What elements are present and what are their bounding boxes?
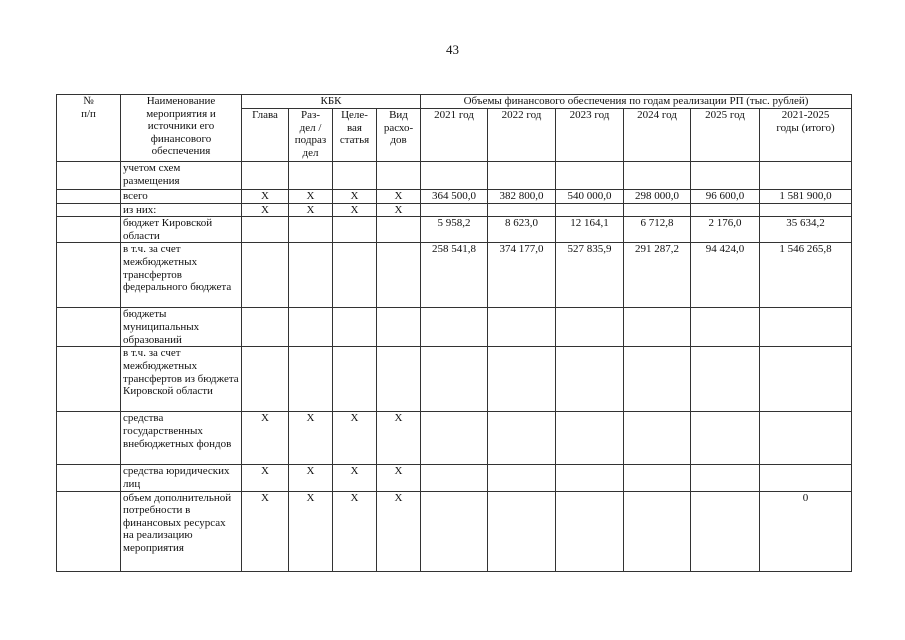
header-year-col [624,109,691,162]
row-value-cell [624,203,691,217]
row-kbk-cell: X [289,465,333,491]
row-kbk-cell: X [242,190,289,204]
header-volumes [421,95,852,109]
row-kbk-cell: X [377,412,421,465]
header-year-col [760,109,852,162]
row-value-cell [760,347,852,412]
header-kbk-col-label: Глава [252,109,278,121]
row-kbk-cell [333,308,377,347]
row-kbk-cell [333,243,377,308]
row-value-cell [421,491,488,571]
row-num-cell [57,190,121,204]
row-name-cell: в т.ч. за счет межбюджетных трансфертов из бюджета Кировской области [121,347,242,412]
row-value-cell [556,203,624,217]
row-value-cell [556,162,624,190]
row-value-cell: 8 623,0 [488,217,556,243]
row-value-cell [760,308,852,347]
row-kbk-cell: X [377,190,421,204]
row-name-cell: объем дополнительной потребности в финансовых ресурсах на реализацию мероприятия [121,491,242,571]
row-value-cell [691,308,760,347]
row-value-cell: 94 424,0 [691,243,760,308]
header-year-col [691,109,760,162]
row-value-cell [624,308,691,347]
header-year-label: 2022 год [501,109,542,121]
row-kbk-cell [242,162,289,190]
row-name-cell: средства юридических лиц [121,465,242,491]
row-kbk-cell: X [377,465,421,491]
table-row [57,243,852,308]
row-value-cell: 1 546 265,8 [760,243,852,308]
row-value-cell [556,465,624,491]
header-kbk-col-label: Раз- дел / подраз дел [294,109,327,159]
row-name-cell: средства государственных внебюджетных фондов [121,412,242,465]
row-kbk-cell [289,162,333,190]
row-kbk-cell [377,162,421,190]
header-volumes-text: Объемы финансового обеспечения по годам реализации РП (тыс. рублей) [463,95,809,107]
page-number: 43 [446,42,459,57]
row-kbk-cell: X [289,412,333,465]
row-value-cell [488,203,556,217]
row-name-cell: бюджет Кировской области [121,217,242,243]
row-name-cell: из них: [121,203,242,217]
row-value-cell: 298 000,0 [624,190,691,204]
header-year-col [488,109,556,162]
row-num-cell [57,217,121,243]
row-num-cell [57,465,121,491]
row-kbk-cell: X [289,203,333,217]
row-value-cell [691,162,760,190]
row-kbk-cell: X [333,203,377,217]
header-num [57,95,121,162]
header-year-label: 2021-2025 годы (итого) [776,109,835,134]
row-value-cell [421,412,488,465]
row-kbk-cell [377,308,421,347]
header-num-text: № п/п [81,95,96,120]
table-body [57,162,852,572]
row-name-cell: в т.ч. за счет межбюджетных трансфертов федерального бюджета [121,243,242,308]
row-kbk-cell: X [289,190,333,204]
header-year-label: 2025 год [705,109,745,121]
row-kbk-cell [289,347,333,412]
row-value-cell [624,491,691,571]
row-value-cell: 2 176,0 [691,217,760,243]
row-kbk-cell [377,347,421,412]
row-value-cell [421,203,488,217]
row-kbk-cell [333,162,377,190]
header-year-label: 2024 год [637,109,677,121]
row-kbk-cell [242,308,289,347]
header-kbk-text: КБК [320,95,342,107]
row-value-cell: 35 634,2 [760,217,852,243]
row-value-cell [691,491,760,571]
table-row [57,162,852,190]
row-value-cell [488,412,556,465]
row-num-cell [57,491,121,571]
row-kbk-cell [242,217,289,243]
header-kbk-col [289,109,333,162]
row-name-cell: бюджеты муниципальных образований [121,308,242,347]
row-kbk-cell [242,243,289,308]
header-kbk-col-label: Целе- вая статья [339,109,370,147]
row-value-cell: 364 500,0 [421,190,488,204]
row-kbk-cell [377,217,421,243]
row-value-cell: 291 287,2 [624,243,691,308]
table-row [57,465,852,491]
row-name-cell: учетом схем размещения [121,162,242,190]
header-year-col [556,109,624,162]
row-value-cell [691,347,760,412]
row-value-cell [624,347,691,412]
row-value-cell: 6 712,8 [624,217,691,243]
row-value-cell: 96 600,0 [691,190,760,204]
row-value-cell [421,308,488,347]
row-kbk-cell [289,217,333,243]
table-row [57,203,852,217]
row-num-cell [57,412,121,465]
row-value-cell [760,465,852,491]
header-name [121,95,242,162]
row-value-cell [488,347,556,412]
row-value-cell [624,412,691,465]
row-kbk-cell [333,347,377,412]
row-value-cell: 1 581 900,0 [760,190,852,204]
header-year-label: 2023 год [569,109,610,121]
header-row-1 [57,95,852,109]
row-value-cell: 382 800,0 [488,190,556,204]
row-num-cell [57,308,121,347]
row-kbk-cell: X [333,491,377,571]
row-value-cell [556,491,624,571]
row-value-cell [421,465,488,491]
row-value-cell [488,491,556,571]
row-kbk-cell [333,217,377,243]
row-kbk-cell [289,243,333,308]
header-year-col [421,109,488,162]
table-row [57,217,852,243]
row-value-cell [760,203,852,217]
row-value-cell [760,162,852,190]
row-value-cell [421,162,488,190]
header-kbk-col-label: Вид расхо- дов [383,109,414,147]
row-kbk-cell: X [377,203,421,217]
row-value-cell [556,347,624,412]
row-value-cell: 0 [760,491,852,571]
row-value-cell [691,412,760,465]
row-kbk-cell [242,347,289,412]
row-name-cell: всего [121,190,242,204]
table-row [57,491,852,571]
row-value-cell [421,347,488,412]
row-kbk-cell: X [242,465,289,491]
row-value-cell [760,412,852,465]
row-value-cell: 5 958,2 [421,217,488,243]
row-value-cell: 374 177,0 [488,243,556,308]
row-value-cell [556,308,624,347]
row-kbk-cell: X [289,491,333,571]
row-value-cell: 258 541,8 [421,243,488,308]
table-row [57,347,852,412]
row-kbk-cell: X [242,491,289,571]
row-value-cell [624,465,691,491]
row-value-cell: 540 000,0 [556,190,624,204]
header-name-text: Наименование мероприятия и источники его финансового обеспечения [146,95,216,158]
row-kbk-cell: X [333,412,377,465]
row-num-cell [57,203,121,217]
row-num-cell [57,347,121,412]
row-value-cell: 527 835,9 [556,243,624,308]
row-value-cell [556,412,624,465]
row-kbk-cell: X [333,190,377,204]
row-value-cell [488,308,556,347]
row-value-cell [488,465,556,491]
table-row [57,190,852,204]
row-kbk-cell [377,243,421,308]
row-num-cell [57,243,121,308]
header-kbk-col [377,109,421,162]
row-kbk-cell [289,308,333,347]
row-kbk-cell: X [333,465,377,491]
row-num-cell [57,162,121,190]
header-kbk-col [242,109,289,162]
row-kbk-cell: X [242,412,289,465]
row-value-cell: 12 164,1 [556,217,624,243]
row-value-cell [691,465,760,491]
row-value-cell [691,203,760,217]
row-value-cell [488,162,556,190]
row-kbk-cell: X [242,203,289,217]
header-kbk-col [333,109,377,162]
row-kbk-cell: X [377,491,421,571]
financing-table [56,94,852,572]
table-row [57,412,852,465]
row-value-cell [624,162,691,190]
header-kbk [242,95,421,109]
table-row [57,308,852,347]
header-year-label: 2021 год [434,109,474,121]
